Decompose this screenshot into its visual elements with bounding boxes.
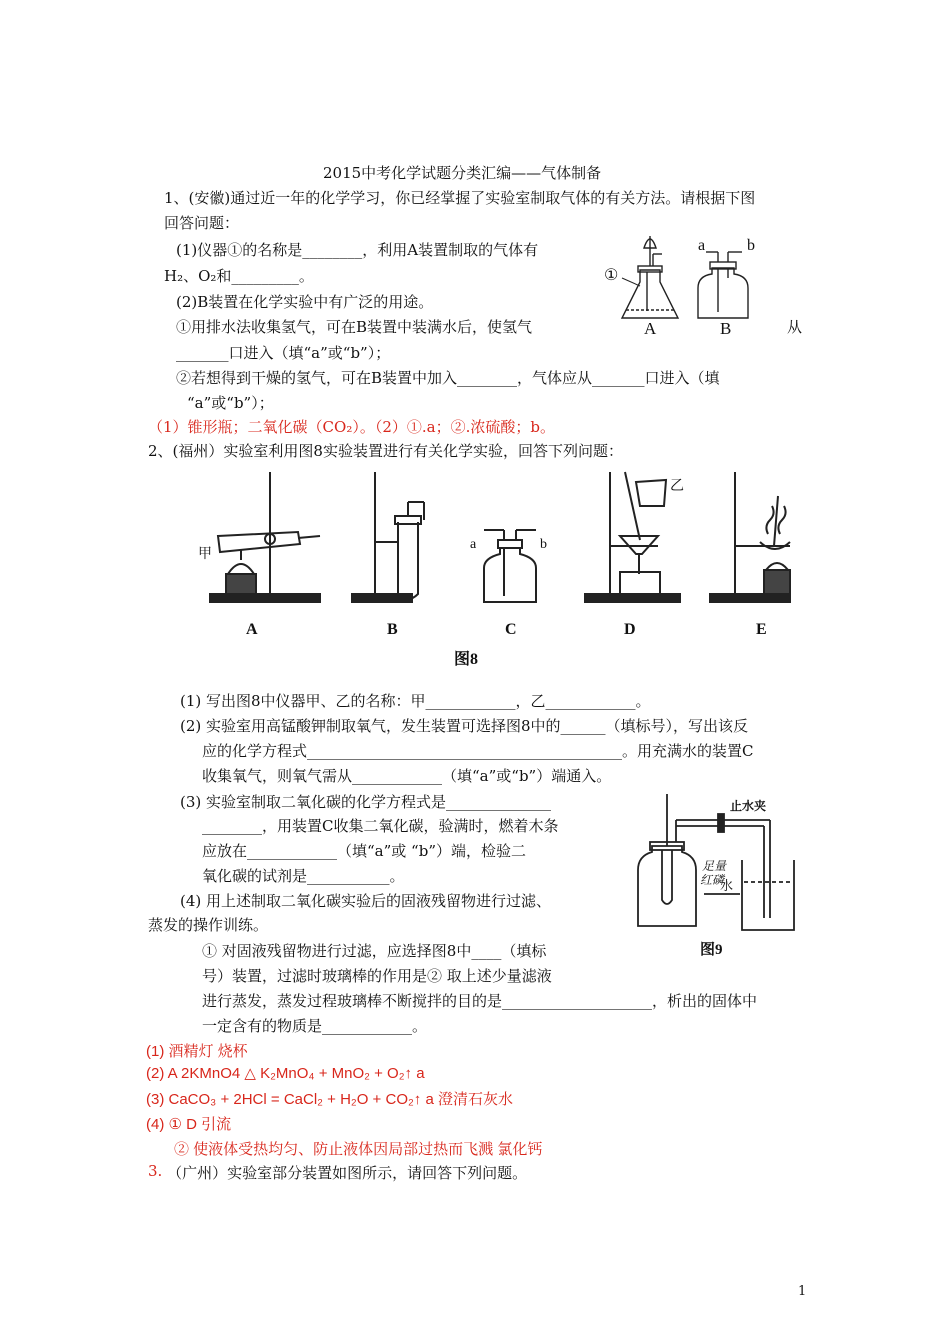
q2-sub2c: 收集氧气，则氧气需从____________（填“a”或“b”）端通入。: [202, 767, 612, 785]
q2-answer-1: (1) 酒精灯 烧杯: [146, 1043, 248, 1060]
fig1-port-a: a: [698, 237, 706, 254]
q2-sub4a: (4) 用上述制取二氧化碳实验后的固液残留物进行过滤、: [180, 892, 552, 910]
q1-line1: 1、(安徽)通过近一年的化学学习，你已经掌握了实验室制取气体的有关方法。请根据下图: [164, 189, 756, 207]
q2-answer-2: (2) A 2KMnO4 △ K₂MnO₄ + MnO₂ + O₂↑ a: [146, 1065, 425, 1082]
q2-sub2a: (2) 实验室用高锰酸钾制取氧气，发生装置可选择图8中的______（填标号），写出该反: [180, 717, 749, 735]
page-number: 1: [798, 1284, 807, 1299]
q1-part2: (2)B装置在化学实验中有广泛的用途。: [176, 293, 434, 311]
q1-line2: 回答问题：: [164, 214, 240, 232]
q1-figure: [600, 226, 775, 338]
apparatus-e: [710, 472, 790, 602]
q1-part1a: (1)仪器①的名称是________，利用A装置制取的气体有: [176, 241, 539, 259]
fig9-caption: 图9: [700, 942, 723, 958]
fig8-label-e: E: [756, 621, 767, 638]
apparatus-a: [210, 472, 320, 602]
fig8-label-a: A: [246, 621, 258, 638]
fig8-jia: 甲: [198, 547, 212, 562]
fig9-phosphorus-label-2: 红磷: [700, 873, 725, 887]
q2-sub4d: 号）装置，过滤时玻璃棒的作用是② 取上述少量滤液: [202, 967, 552, 985]
q2-answer-3: (3) CaCO₃ + 2HCl = CaCl₂ + H₂O + CO₂↑ a 澄清石灰水: [146, 1091, 513, 1108]
fig1-circled-label: ①: [604, 267, 619, 284]
apparatus-b: [352, 472, 424, 602]
fig8-caption: 图8: [454, 651, 479, 668]
fig1-label-b-bottle: B: [720, 319, 732, 338]
apparatus-d: [585, 472, 680, 602]
fig8-label-c: C: [505, 621, 517, 638]
q2-sub4f: 一定含有的物质是____________。: [202, 1017, 428, 1035]
q2-sub4b: 蒸发的操作训练。: [148, 916, 269, 934]
conical-flask-a: [622, 236, 678, 318]
fig8-port-a: a: [470, 537, 477, 552]
q1-part3-tail: 从: [787, 318, 803, 336]
q3-line: [148, 1162, 527, 1183]
q1-part3a: ①用排水法收集氢气，可在B装置中装满水后，使氢气: [176, 318, 533, 336]
q2-sub3b: ________，用装置C收集二氧化碳，验满时，燃着木条: [202, 817, 559, 835]
fig1-label-a-flask: A: [644, 319, 657, 338]
q1-part4b: “a”或“b”）；: [187, 394, 274, 412]
fig9-water-label: 水: [720, 878, 734, 893]
fig1-port-b: b: [747, 237, 755, 254]
q1-part3b: _______口进入（填“a”或“b”）；: [176, 344, 391, 362]
q3-number: 3.: [148, 1162, 163, 1180]
q2-answer-5: ② 使液体受热均匀、防止液体因局部过热而飞溅 氯化钙: [174, 1141, 543, 1158]
fig8-port-b: b: [540, 537, 547, 552]
q1-part1b: H₂、O₂和_________。: [164, 267, 314, 285]
q2-sub2b: 应的化学方程式__________________________________________。用充满水的装置C: [202, 742, 754, 760]
fig8-label-b: B: [387, 621, 398, 638]
fig9-phosphorus-label-1: 足量: [702, 859, 727, 873]
page-title: 2015中考化学试题分类汇编——气体制备: [323, 164, 602, 182]
q1-answer: （1）锥形瓶；二氧化碳（CO₂）。（2）①.a；②.浓硫酸；b。: [148, 418, 555, 436]
q3-text: （广州）实验室部分装置如图所示，请回答下列问题。: [162, 1164, 528, 1182]
q2-sub3c: 应放在____________（填“a”或 “b”）端，检验二: [202, 842, 526, 860]
q2-answer-4: (4) ① D 引流: [146, 1116, 232, 1133]
figure-8: [180, 462, 800, 677]
q2-intro: 2、(福州）实验室利用图8实验装置进行有关化学实验，回答下列问题：: [148, 442, 623, 460]
q2-sub3d: 氧化碳的试剂是___________。: [202, 867, 405, 885]
figure-9: [622, 790, 802, 960]
q2-sub4c: ① 对固液残留物进行过滤，应选择图8中____（填标: [202, 942, 547, 960]
fig8-label-d: D: [624, 621, 636, 638]
q2-sub3a: (3) 实验室制取二氧化碳的化学方程式是______________: [180, 793, 552, 811]
fig9-clamp-label: 止水夹: [730, 799, 767, 813]
apparatus-c: [484, 530, 536, 602]
q2-sub1: (1) 写出图8中仪器甲、乙的名称：甲____________，乙____________。: [180, 692, 651, 710]
q1-part4a: ②若想得到干燥的氢气，可在B装置中加入________，气体应从_______口进入（填: [176, 369, 720, 387]
q2-sub4e: 进行蒸发，蒸发过程玻璃棒不断搅拌的目的是____________________，析出的固体中: [202, 992, 758, 1010]
gas-bottle-b: [698, 252, 748, 318]
fig8-yi: 乙: [670, 479, 684, 494]
